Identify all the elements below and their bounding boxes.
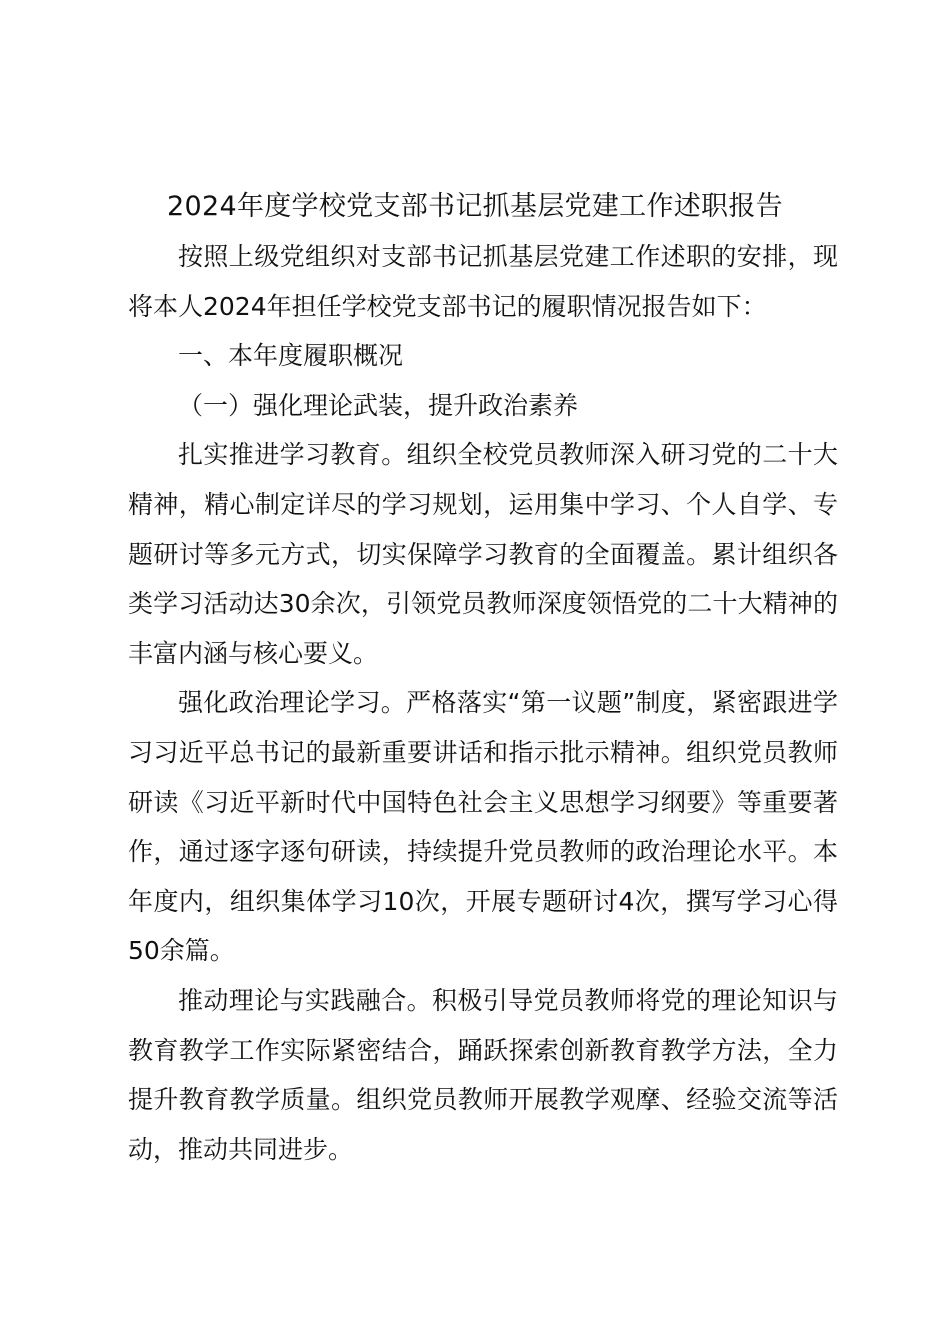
document-title: 2024年度学校党支部书记抓基层党建工作述职报告 xyxy=(167,191,783,222)
section-heading: 一、本年度履职概况 xyxy=(178,341,404,371)
document-body xyxy=(128,232,838,1174)
body-paragraph: 强化政治理论学习。严格落实“第一议题”制度，紧密跟进学习习近平总书记的最新重要讲话和指示批示精神。组织党员教师研读《习近平新时代中国特色社会主义思想学习纲要》等重要著作，通过逐字逐句研读，持续提升党员教师的政治理论水平。本年度内，组织集体学习10次，开展专题研讨4次，撰写学习心得50余篇。 xyxy=(128,688,838,966)
intro-paragraph: 按照上级党组织对支部书记抓基层党建工作述职的安排，现将本人2024年担任学校党支部书记的履职情况报告如下： xyxy=(128,242,838,321)
subsection-heading: （一）强化理论武装，提升政治素养 xyxy=(178,390,579,420)
body-paragraph: 推动理论与实践融合。积极引导党员教师将党的理论知识与教育教学工作实际紧密结合，踊跃探索创新教育教学方法，全力提升教育教学质量。组织党员教师开展教学观摩、经验交流等活动，推动共同进步。 xyxy=(128,985,838,1164)
body-paragraph: 扎实推进学习教育。组织全校党员教师深入研习党的二十大精神，精心制定详尽的学习规划，运用集中学习、个人自学、专题研讨等多元方式，切实保障学习教育的全面覆盖。累计组织各类学习活动达30余次，引领党员教师深度领悟党的二十大精神的丰富内涵与核心要义。 xyxy=(128,440,838,668)
